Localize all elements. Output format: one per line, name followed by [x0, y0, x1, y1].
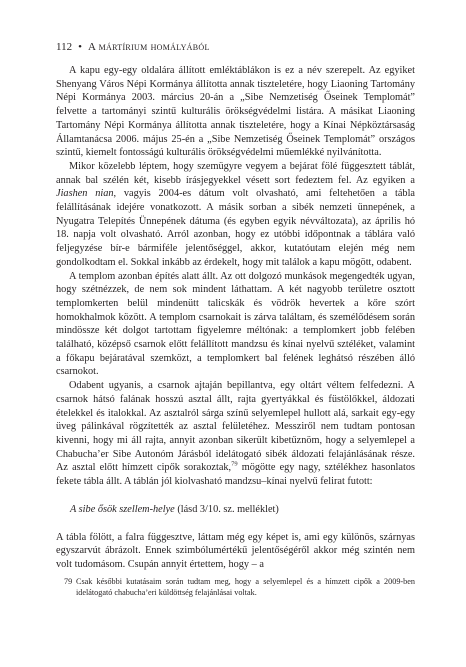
page-number: 112	[56, 41, 73, 53]
body-paragraph	[56, 270, 415, 380]
paragraph-text: A templom azonban építés alatt állt. Az ott dolgozó munkások megengedték ugyan, hogy szétnézzek, de nem sok mindent láthattam. A két nagyobb területre osztott templomkerten belül mindenütt talicskák és vödrök hevertek a kőre szórt homokhalmok között. A templom csarnokait is zárva találtam, és személődésem során mindössze két dolgot tartottam figyelemre méltónak: a templomkert jobb felében található, középső csarnok előtt felállított mandzsu és kínai nyelvű sztéléket, valamint a főkapu bejáratával szemközt, a templomkert bal felének leghátsó részében álló csarnokot.	[56, 270, 415, 378]
running-header	[56, 40, 416, 54]
paragraph-text: , vagyis 2004-es dátum volt olvasható, ami feltehetően a tábla felállításának idejére vonatkozott. A másik sorban a sibék nemzeti ünnepének, a Nyugatra Telepítés Ünnepének dátuma (és egyben egyik névváltozata), az április hó 18. napja volt olvasható. Arról azonban, hogy ez utóbbi időpontnak a táblára való feljegyzése bír-e bármiféle jelentőséggel, akkor, kutatóutam elején még nem gondolkodtam el. Sokkal inkább az érdekelt, hogy mit találok a kapu mögött, odabent.	[56, 188, 415, 268]
footnote-text: Csak későbbi kutatásaim során tudtam meg, hogy a selyemlepel és a hímzett cipők a 2009-ben idelátogató chabucha’eri küldöttség felajánlásai voltak.	[76, 577, 415, 597]
footnote-reference: 79	[231, 460, 238, 468]
body-paragraph	[56, 379, 415, 489]
footnote	[56, 576, 415, 598]
body-paragraph	[56, 160, 415, 270]
header-bullet: •	[78, 41, 82, 53]
paragraph-text: (lásd 3/10. sz. melléklet)	[174, 503, 279, 515]
paragraph-text: A kapu egy-egy oldalára állított emléktáblákon is ez a név szerepelt. Az egyiket Shenyang Város Népi Kormánya állította annak tiszteletére, hogy Liaoning Tartomány Népi Kormánya 2003. március 20-án a „Sibe Nemzetiség Őseinek Templomát” felvette a tartományi szintű kulturális örökségvédelmi listára. A másikat Liaoning Tartomány Népi Kormánya állította annak tiszteletére, hogy a Kínai Népköztársaság Államtanácsa 2006. május 25-én a „Sibe Nemzetiség Őseinek Templomát” országos szintű, kiemelt fontosságú kulturális örökségvédelmi műemlékké nyilvánította.	[56, 65, 415, 159]
footnote-number: 79	[64, 577, 73, 586]
italic-text: Jiashen nian	[56, 188, 114, 200]
body-paragraph	[56, 531, 415, 572]
body-paragraph	[56, 503, 415, 517]
paragraph-text: Odabent ugyanis, a csarnok ajtaján bepillantva, egy oltárt véltem felfedezni. A csarnok hátsó falának hosszú asztal állt, rajta gyertyákkal és füstölőkkel, áldozati ételekkel és italokkal. Az asztalról sárga színű selyemlepel hullott alá, sarkait egy-egy üveg pálinkával rögzítették az asztal felületéhez. Messziről nem tudtam pontosan kivenni, hogy mi áll rajta, annyit azonban sikerült kibetűznöm, hogy a selyemlepel a Chabucha’er Sibe Autonóm Járásból idelátogató sibék áldozati felajánlásának része. Az asztal előtt hímzett cipők sorakoztak,	[56, 380, 415, 474]
body-paragraph	[56, 64, 415, 160]
body-text	[56, 64, 415, 572]
paragraph-text: mögötte egy nagy, sztélékhez hasonlatos fekete tábla állt. A táblán jól kiolvasható mandzsu–kínai nyelvű felirat futott:	[56, 462, 415, 488]
running-title: A mártírium homályából	[87, 41, 210, 53]
italic-text: A sibe ősök szellem-helye	[70, 503, 175, 515]
paragraph-text: Mikor közelebb léptem, hogy szemügyre vegyem a bejárat fölé függesztett táblát, annak bal szélén két, kisebb írásjegyekkel vésett sort fedeztem fel. Az egyiken a	[56, 160, 415, 186]
paragraph-text: A tábla fölött, a falra függesztve, láttam még egy képet is, ami egy különös, szárnyas egyszarvút ábrázolt. Ennek szimbólumértékű jelentőségéről akkor még szintén nem volt tudomásom. Csupán annyit értettem, hogy – a	[56, 531, 415, 570]
